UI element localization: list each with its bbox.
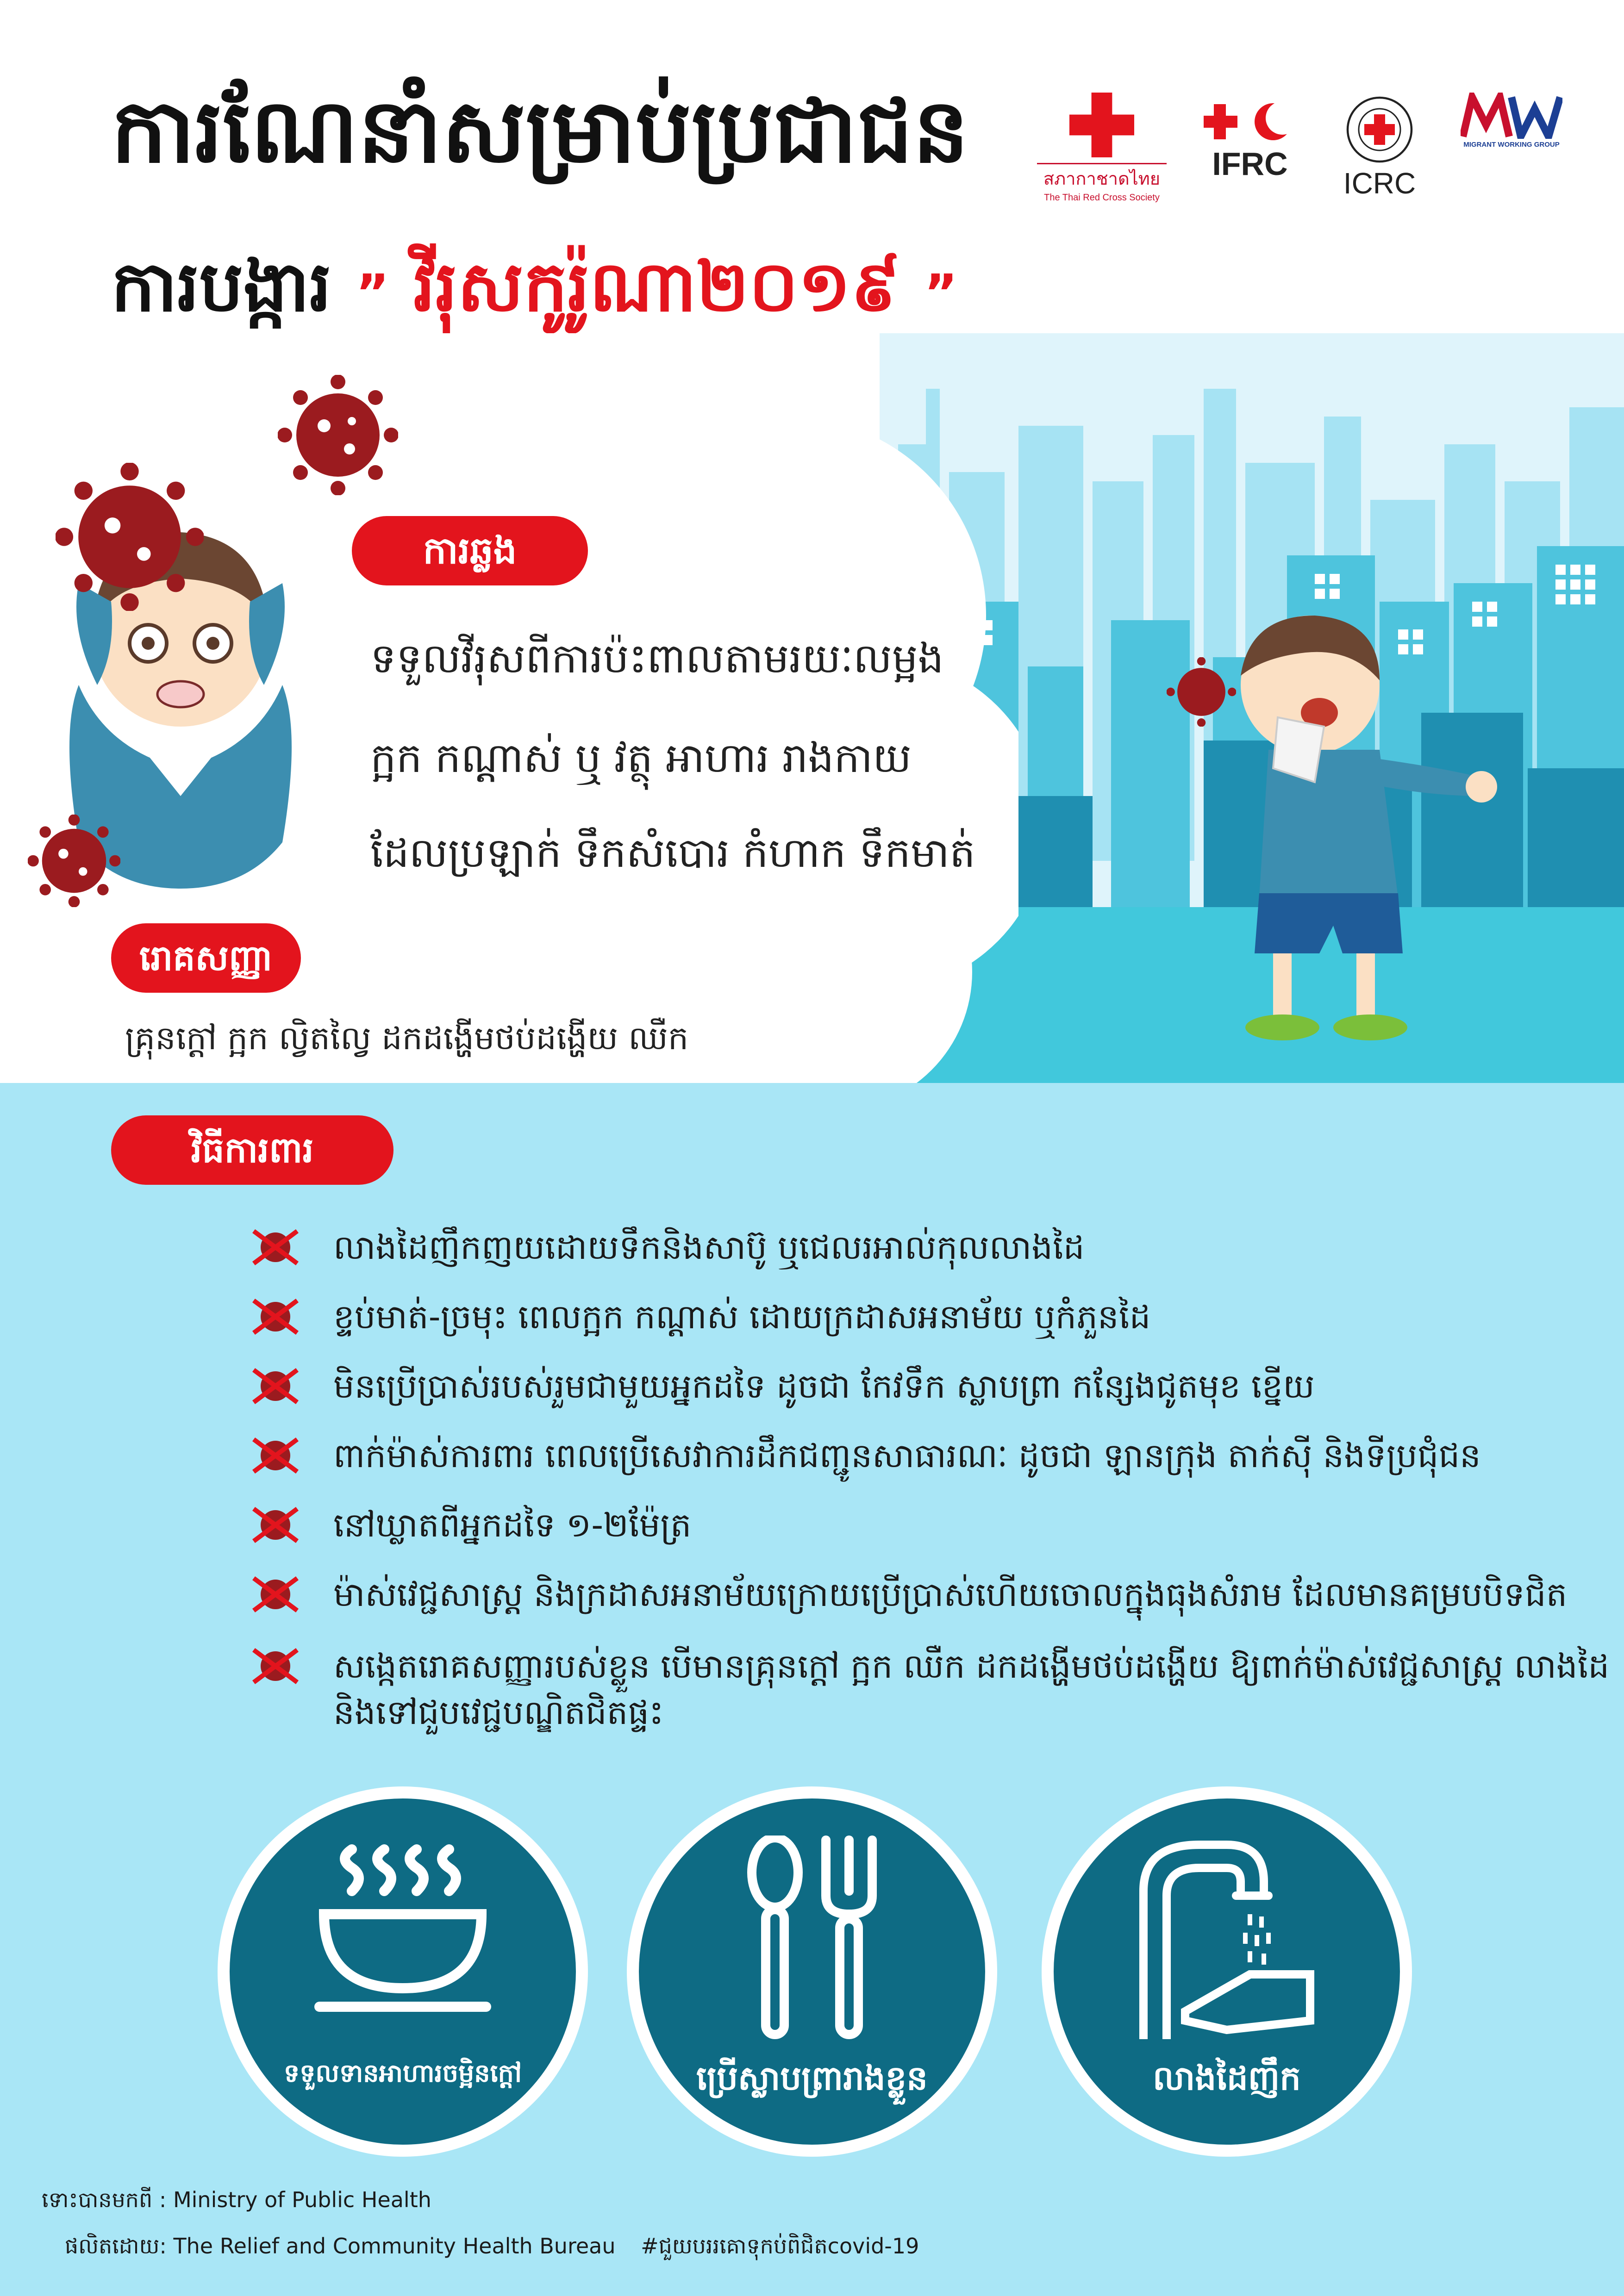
mwg-letters-icon	[1461, 93, 1562, 139]
infection-line: ទទួលវីរុសពីការប៉ះពាលតាមរយៈលម្អង	[370, 635, 944, 682]
sneezing-boy-illustration	[1204, 611, 1509, 1055]
no-virus-bullet-icon	[250, 1574, 301, 1615]
icrc-emblem-icon	[1345, 95, 1414, 164]
prevention-item-continued: និងទៅជួបវេជ្ជបណ្ឌិតជិតផ្ទះ	[333, 1693, 664, 1732]
icon-label: ទទួលទានអាហារចម្អិនក្តៅ	[283, 2059, 522, 2088]
spoon-fork-icon	[743, 1836, 881, 2039]
no-virus-bullet-icon	[250, 1296, 301, 1338]
infection-line: ក្អក កណ្តាស់ ឬ វត្ថុ អាហារ រាងកាយ	[370, 734, 912, 782]
prevention-item: មិនប្រើប្រាស់របស់រួមជាមួយអ្នកដទៃ ដូចជា កែវទឹក ស្លាបព្រា កន្សែងជូតមុខ ខ្នើយ	[333, 1367, 1315, 1406]
prevention-label: វិធីការពារ	[111, 1115, 394, 1185]
prevention-item: ខ្ទប់មាត់-ច្រមុះ ពេលក្អក កណ្តាស់ ដោយក្រដាសអនាម័យ ឬកំភួនដៃ	[333, 1297, 1151, 1336]
symptoms-label: រោគសញ្ញា	[111, 923, 301, 993]
subtitle-prefix: ការបង្ការ	[111, 247, 332, 327]
icon-label: ប្រើស្លាបព្រារាងខ្លួន	[696, 2059, 928, 2097]
no-virus-bullet-icon	[250, 1435, 301, 1476]
spoon-fork-circle	[627, 1786, 997, 2157]
subtitle-highlight: វីរុសកូរ៉ូណា២០១៩	[413, 247, 900, 327]
quote-open: ”	[356, 263, 389, 323]
footer-source: ទោះបានមកពី : Ministry of Public Health	[42, 2187, 431, 2212]
no-virus-bullet-icon	[250, 1365, 301, 1407]
prevention-item: លាងដៃញឹកញយដោយទឹកនិងសាប៊ូ ឬជេលរអាល់កុលលាងដៃ	[333, 1228, 1085, 1267]
page-title: ការណែនាំសម្រាប់ប្រជាជន	[111, 80, 969, 182]
icrc-logo: ICRC	[1333, 95, 1426, 200]
footer-producer	[65, 2233, 919, 2264]
thai-red-cross-logo: สภากาชาดไทย The Thai Red Cross Society	[1037, 93, 1167, 203]
infection-label: ការឆ្លង	[352, 516, 588, 585]
page-subtitle	[111, 245, 957, 329]
symptoms-text: គ្រុនក្តៅ ក្អក ល្វិតល្វៃ ដកដង្ហើមថប់ដង្ហើយ ឈឺក	[125, 1019, 689, 1057]
no-virus-bullet-icon	[250, 1226, 301, 1268]
no-virus-bullet-icon	[250, 1645, 301, 1687]
hot-food-circle	[218, 1786, 588, 2157]
faucet-hand-icon	[1134, 1836, 1329, 2039]
mwg-logo: MIGRANT WORKING GROUP	[1458, 93, 1565, 149]
hot-bowl-icon	[310, 1840, 495, 2016]
footer-producer-label: ផលិតដោយ: The Relief and Community Health Bureau	[65, 2234, 616, 2259]
footer-hashtag: #ជួយបររគោទុកប់ពិជិតcovid-19	[641, 2234, 919, 2259]
prevention-item: នៅឃ្លាតពីអ្នកដទៃ ១-២ម៉ែត្រ	[333, 1506, 692, 1544]
prevention-item: សង្កេតរោគសញ្ញារបស់ខ្លួន បើមានគ្រុនក្តៅ ក្អក ឈឺក ដកដង្ហើមថប់ដង្ហើយ ឱ្យពាក់ម៉ាស់វេជ្ជសាស្ត្រ លាងដៃ	[333, 1647, 1610, 1686]
icon-label: លាងដៃញឹក	[1153, 2059, 1301, 2097]
infection-line: ដែលប្រឡាក់ ទឹកសំបោរ កំហាក ទឹកមាត់	[370, 829, 975, 877]
virus-icon	[278, 375, 398, 495]
wash-hands-circle	[1042, 1786, 1412, 2157]
prevention-item: ពាក់ម៉ាស់ការពារ ពេលប្រើសេវាការដឹកជញ្ជូនសាធារណៈ ដូចជា ឡានក្រុង តាក់ស៊ី និងទីប្រជុំជន	[333, 1436, 1481, 1475]
quote-close: ”	[924, 263, 958, 323]
virus-icon	[56, 463, 204, 611]
cross-crescent-icon	[1204, 97, 1296, 143]
virus-icon	[28, 815, 120, 907]
red-cross-icon	[1069, 93, 1134, 157]
prevention-item: ម៉ាស់វេជ្ជសាស្ត្រ និងក្រដាសអនាម័យក្រោយប្រើប្រាស់ហើយចោលក្នុងធុងសំរាម ដែលមានគម្របបិទជិត	[333, 1575, 1568, 1614]
no-virus-bullet-icon	[250, 1504, 301, 1546]
ifrc-logo: IFRC	[1199, 97, 1301, 182]
